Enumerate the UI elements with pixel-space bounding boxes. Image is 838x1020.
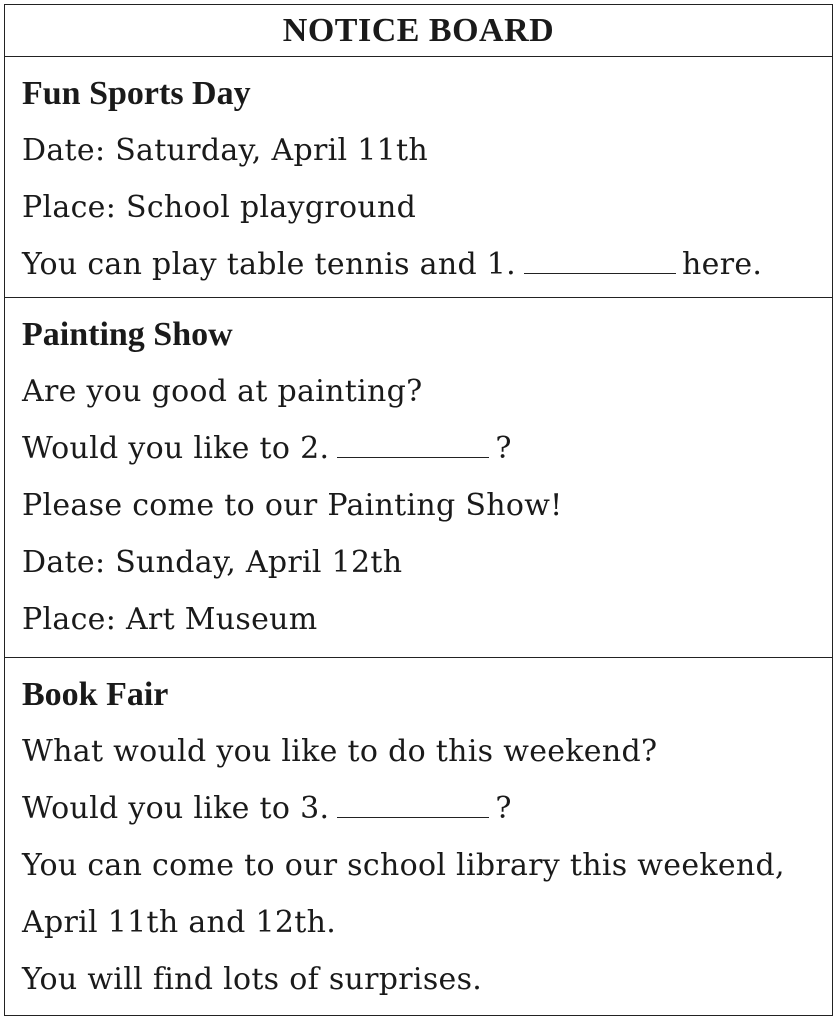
question-blank-line: [22, 420, 832, 477]
invite-line: You can come to our school library this weekend,: [22, 848, 785, 883]
section-title: Book Fair: [22, 676, 169, 713]
activity-text-after: here.: [682, 247, 763, 282]
notice-board-title: NOTICE BOARD: [5, 5, 832, 57]
invite-date-line: April 11th and 12th.: [22, 905, 337, 940]
activity-text-before: You can play table tennis and 1.: [22, 247, 517, 282]
question-text-after: ?: [495, 791, 512, 826]
date-line: Date: Saturday, April 11th: [22, 133, 428, 168]
closing-line: You will find lots of surprises.: [22, 962, 483, 997]
section-title: Fun Sports Day: [22, 75, 251, 112]
question-line: What would you like to do this weekend?: [22, 734, 658, 769]
question-blank-line: [22, 780, 832, 837]
answer-blank-2[interactable]: [337, 433, 489, 458]
place-line: Place: Art Museum: [22, 602, 318, 637]
answer-blank-1[interactable]: [524, 249, 676, 274]
question-text-before: Would you like to 2.: [22, 431, 330, 466]
date-line: Date: Sunday, April 12th: [22, 545, 403, 580]
notice-board: [4, 4, 833, 1016]
section-book-fair: [5, 658, 832, 1013]
place-line: Place: School playground: [22, 190, 417, 225]
question-text-after: ?: [495, 431, 512, 466]
question-text-before: Would you like to 3.: [22, 791, 330, 826]
activity-line: [22, 236, 832, 293]
section-title: Painting Show: [22, 316, 233, 353]
section-painting-show: [5, 298, 832, 658]
question-line: Are you good at painting?: [22, 374, 423, 409]
invite-line: Please come to our Painting Show!: [22, 488, 563, 523]
section-fun-sports-day: [5, 57, 832, 298]
answer-blank-3[interactable]: [337, 793, 489, 818]
